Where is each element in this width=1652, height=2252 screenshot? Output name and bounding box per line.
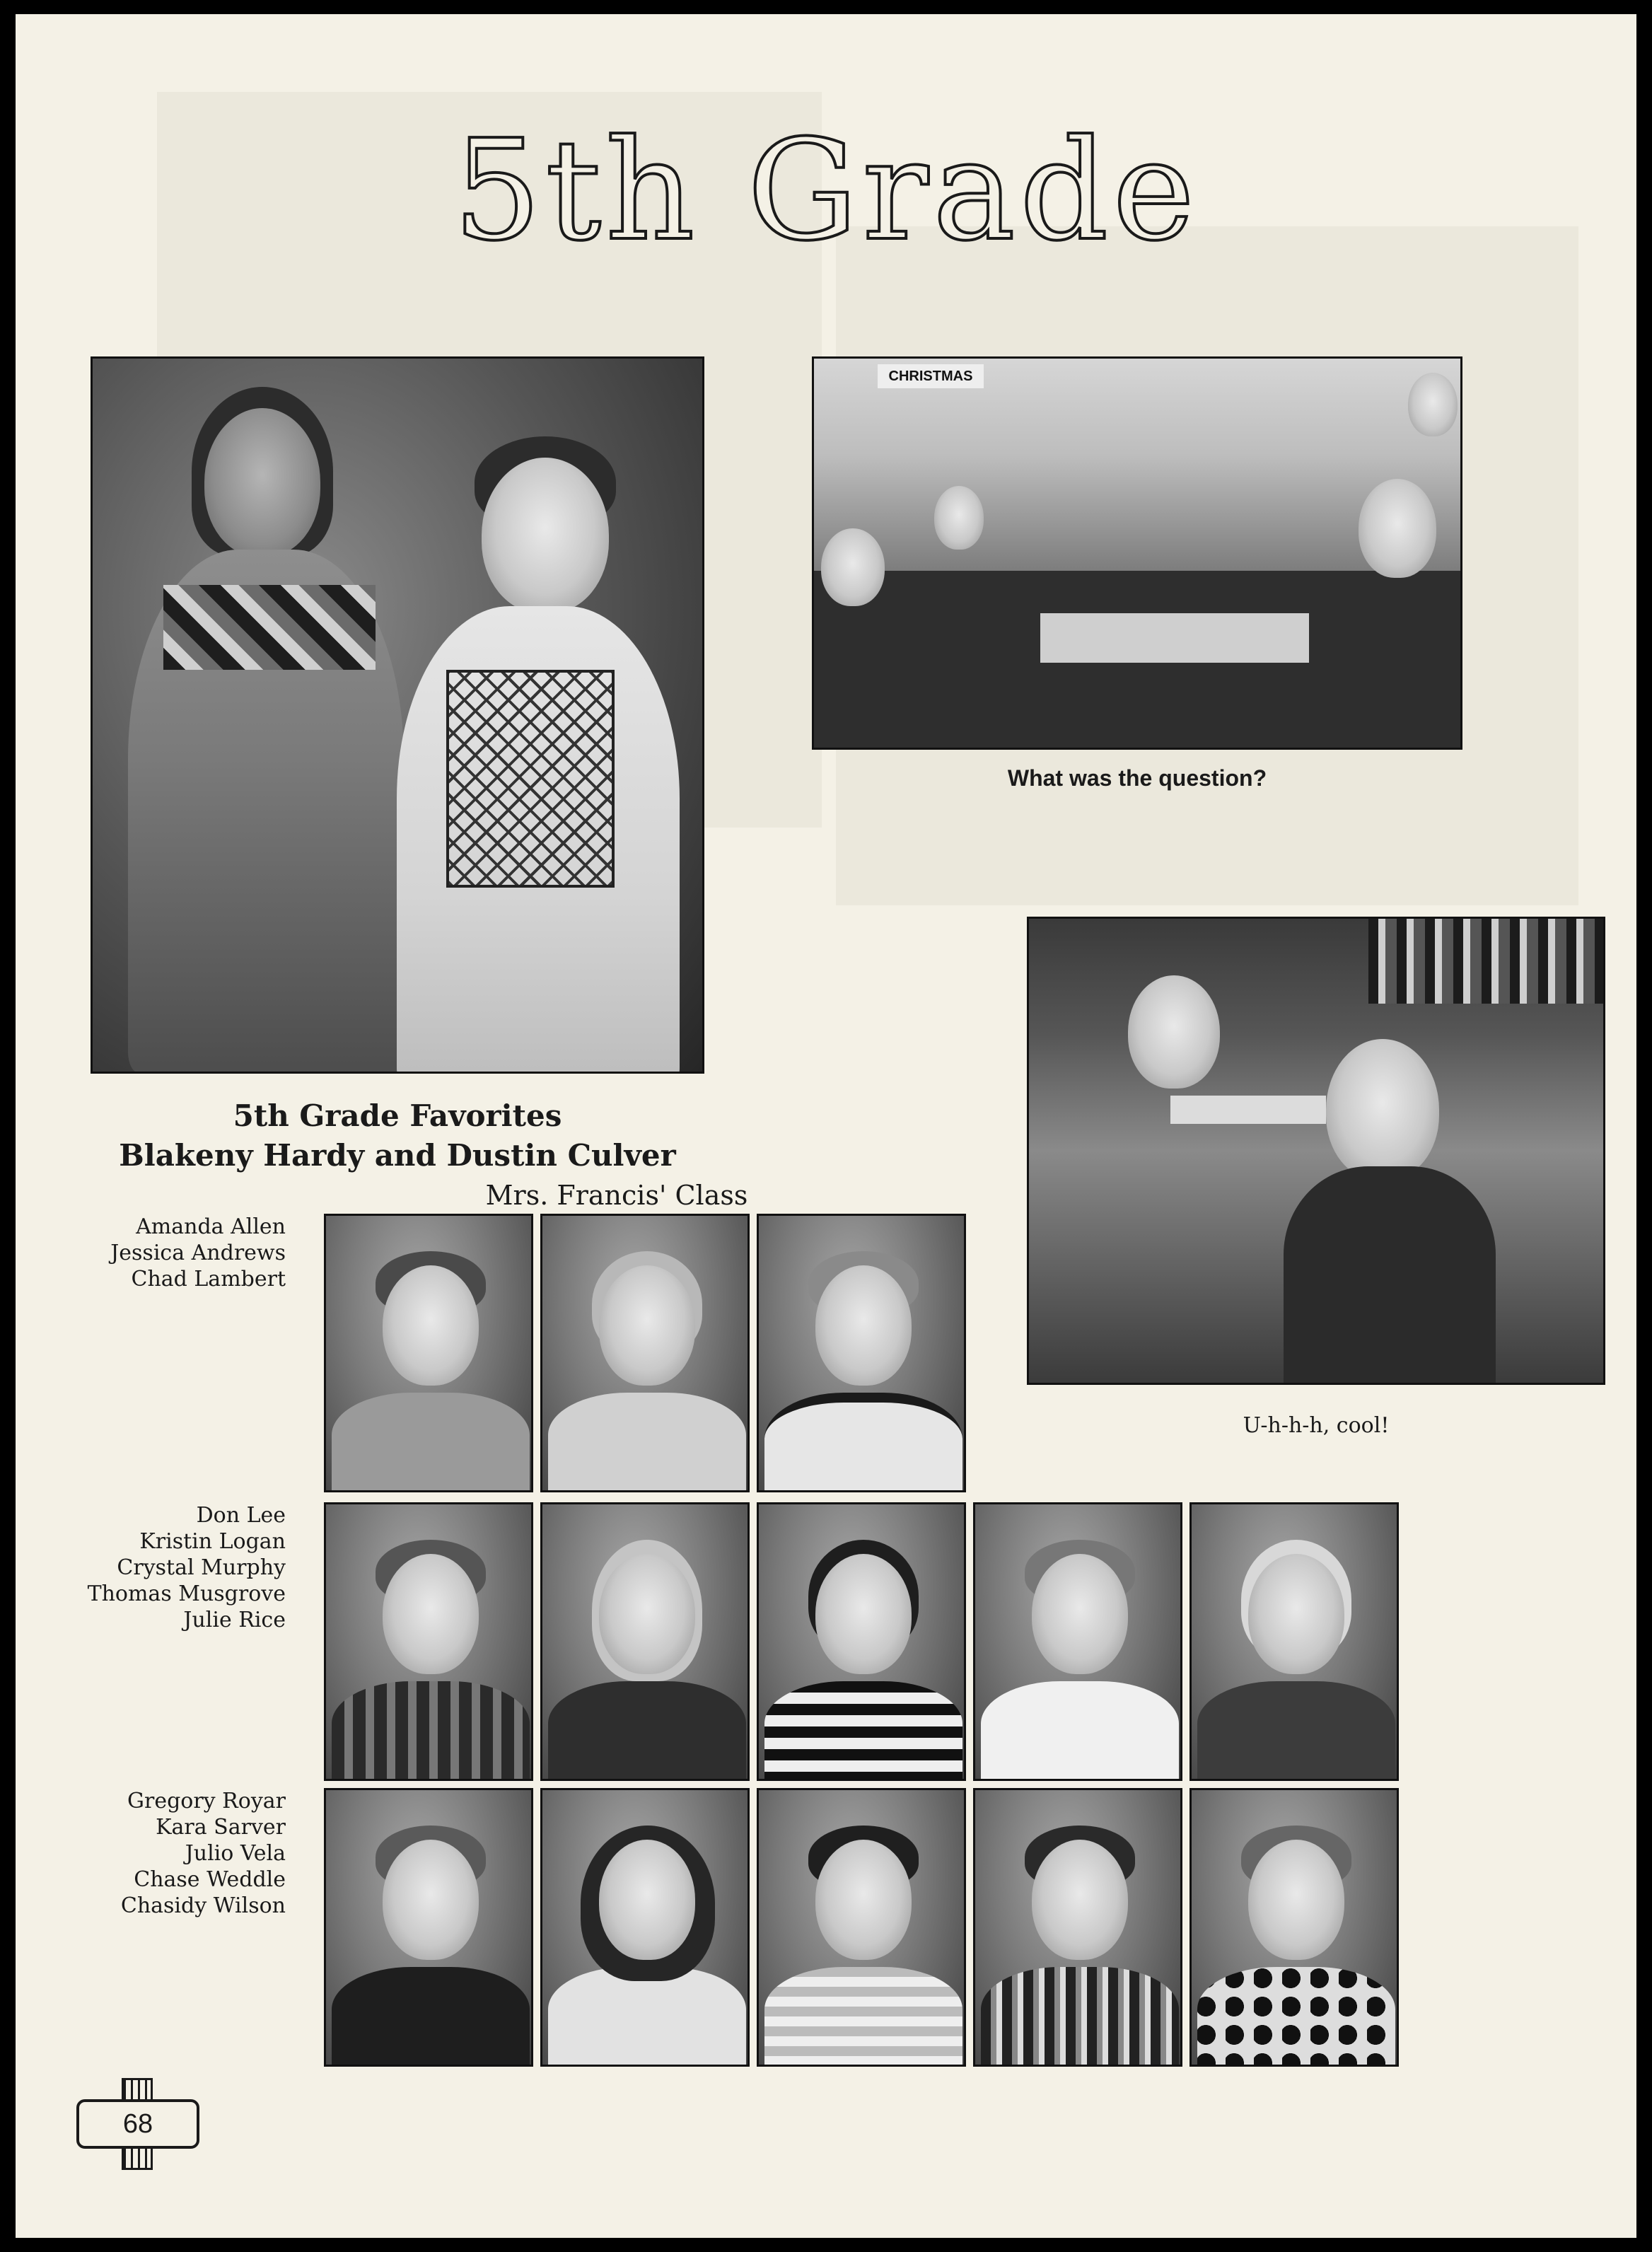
student-name: Don Lee <box>196 1503 286 1528</box>
row3-names <box>16 1788 286 1919</box>
student-name: Chasidy Wilson <box>120 1893 286 1918</box>
student-portrait <box>973 1502 1182 1781</box>
row1-names <box>16 1214 286 1292</box>
student-portrait <box>540 1502 750 1781</box>
page-tower-ornament-bottom <box>122 2146 153 2170</box>
student-name: Kristin Logan <box>139 1529 286 1554</box>
student-name: Gregory Royar <box>127 1789 286 1813</box>
student-portrait <box>757 1788 966 2067</box>
student-name: Jessica Andrews <box>110 1241 286 1265</box>
student-portrait <box>324 1502 533 1781</box>
classroom-photo-1-caption: What was the question? <box>1007 765 1267 791</box>
student-name: Thomas Musgrove <box>87 1581 286 1606</box>
classroom-photo-2 <box>1027 917 1605 1385</box>
class-heading: Mrs. Francis' Class <box>485 1180 748 1211</box>
classroom-photo-1 <box>812 356 1462 750</box>
favorites-photo <box>91 356 704 1074</box>
student-name: Chase Weddle <box>134 1867 286 1892</box>
row2-names <box>16 1502 286 1633</box>
student-name: Julio Vela <box>185 1841 286 1866</box>
student-portrait <box>540 1788 750 2067</box>
student-portrait <box>757 1502 966 1781</box>
page-title: 5th Grade <box>453 110 1199 272</box>
student-portrait <box>1189 1502 1399 1781</box>
favorites-caption-line2: Blakeny Hardy and Dustin Culver <box>119 1138 676 1173</box>
student-portrait <box>973 1788 1182 2067</box>
student-name: Amanda Allen <box>136 1214 286 1239</box>
student-portrait <box>757 1214 966 1492</box>
favorites-caption-line1: 5th Grade Favorites <box>233 1098 562 1133</box>
student-portrait <box>1189 1788 1399 2067</box>
girl-figure <box>121 373 418 1073</box>
page-tower-ornament-top <box>122 2078 153 2102</box>
favorites-caption <box>91 1096 704 1176</box>
student-portrait <box>324 1214 533 1492</box>
christmas-sign: CHRISTMAS <box>878 364 984 388</box>
student-portrait <box>324 1788 533 2067</box>
student-portrait <box>540 1214 750 1492</box>
yearbook-page <box>16 14 1636 2238</box>
student-name: Julie Rice <box>183 1608 286 1632</box>
classroom-photo-2-caption: U-h-h-h, cool! <box>1243 1413 1390 1438</box>
boy-figure <box>397 436 680 1073</box>
student-name: Kara Sarver <box>156 1815 286 1840</box>
student-name: Crystal Murphy <box>117 1555 286 1580</box>
student-name: Chad Lambert <box>131 1267 286 1292</box>
page-number: 68 <box>76 2099 199 2149</box>
